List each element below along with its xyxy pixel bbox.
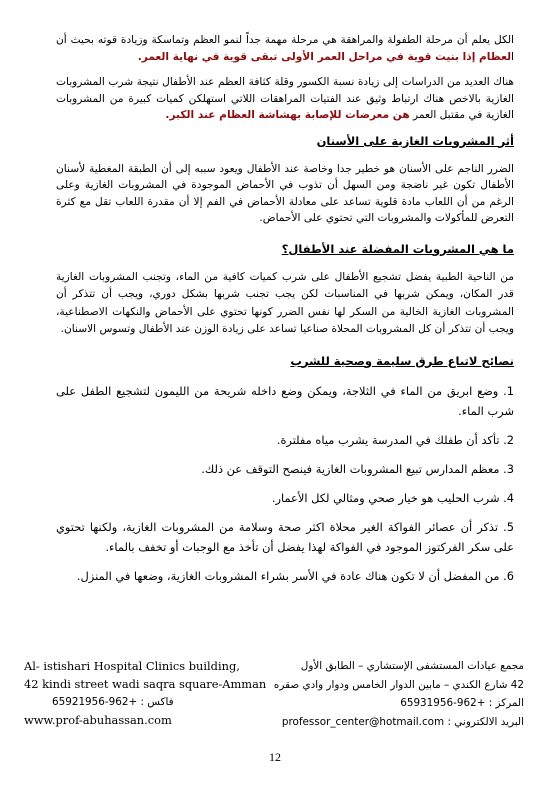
- tip-item-6: 6. من المفضل أن لا تكون هناك عادة في الأسر بشراء المشروبات الغازية، وضعها في المنزل.: [76, 568, 514, 583]
- preferred-section-title: ما هي المشروبات المفضلة عند الأطفال؟: [281, 241, 514, 256]
- tip-item-4: 4. شرب الحليب هو خيار صحي ومثالي لكل الأعمار.: [271, 490, 514, 505]
- teeth-section-title: أثر المشروبات الغازية على الأسنان: [316, 133, 514, 148]
- footer-ar-email: البريد الالكتروني : professor_center@hotmail.com: [281, 715, 524, 728]
- footer-address-line-1: Al- istishari Hospital Clinics building,: [24, 659, 240, 673]
- preferred-section-text: من الناحية الطبية يفضل تشجيع الأطفال على شرب كميات كافية من الماء، وتجنب المشروبات الغازية قدر المكان، ويمكن شربها في المناسبات لكن يجب تجنب شربها بشكل دوري، ويجب أن تتذكر أن المشروبات الغازية الخالية من السكر لها نفس الضرر كونها تحتوي على الأحماض والنكهات الاصطناعية، ويجب أن تتذكر أن كل المشروبات المحلاة صناعيا تساعد على زيادة الوزن عند الأطفال وتسوس الاسنان.: [56, 270, 514, 335]
- footer-english-block: [24, 657, 267, 729]
- page-number: 12: [269, 750, 281, 764]
- footer-address-line-2: 42 kindi street wadi saqra square-Amman: [24, 677, 267, 691]
- tip-item-1: 1. وضع ابريق من الماء في الثلاجة، ويمكن وضع داخله شريحة من الليمون لتشجيع الطفل على شرب الماء.: [56, 383, 514, 418]
- tip-item-5: 5. تذكر أن عصائر الفواكة الغير محلاة اكثر صحة وسلامة من المشروبات الغازية، ولكنها تحتوي على سكر الفركتوز الموجود في الفواكة لهذا يفضل أن تأخذ مع الوجبات أو تخفف بالماء.: [56, 519, 514, 554]
- document-body: [56, 32, 514, 595]
- intro-p1-lead: الكل يعلم أن مرحلة الطفولة والمراهقة هي مرحلة مهمة جداً لنمو العظم وتماسكة وزيادة قوته بحيث أن ا: [56, 34, 514, 63]
- tip-item-2: 2. تأكد أن طفلك في المدرسة يشرب مياه مفلترة.: [276, 432, 514, 447]
- footer-ar-line-1: مجمع عيادات المستشفى الإستشاري – الطابق الأول: [300, 660, 524, 672]
- tip-item-3: 3. معظم المدارس تبيع المشروبات الغازية فينصح التوقف عن ذلك.: [201, 461, 514, 476]
- teeth-section-text: الضرر الناجم على الأسنان هو خطير جدا وخاصة عند الأطفال ويعود سببه إلى أن الطبقة المغطية لأسنان الأطفال تكون غير ناضجة ومن السهل أن تذوب في الأحماض الموجودة في المشروبات الغازية وعلى الرغم من أن اللعاب مادة قلوية تساعد على معادلة الأحماض في الفم إلا أن مقدرة اللعاب تقل مع كثرة التعرض للمأكولات والمشروبات التي تحتوي على الأحماض.: [56, 162, 514, 224]
- footer-website: www.prof-abuhassan.com: [24, 713, 172, 727]
- intro-paragraph-2: [56, 74, 514, 124]
- footer-ar-phone: المركز : +962-65931956: [400, 697, 524, 709]
- intro-paragraph-1: [56, 32, 514, 65]
- tips-section-title: نصائح لاتباع طرق سليمة وصحية للشرب: [290, 353, 514, 368]
- intro-p1-emphasis: لعظام إذا بنيت قوية في مراحل العمر الأولى تبقى قوية في نهاية العمر.: [137, 50, 512, 63]
- footer-fax: فاكس : +962-65921956: [52, 696, 174, 708]
- intro-p2-lead: هناك العديد من الدراسات إلى زيادة نسبة الكسور وقلة كثافة العظم عند الأطفال نتيجة شرب المشروبات الغازية بالاخص هناك ارتباط وثيق عند الفتيات المراهقات اللاتي استهلكن كميات كبيرة من المشروبات الغازية في مقتبل العمر: [56, 76, 514, 121]
- tips-list: [56, 381, 514, 586]
- intro-p2-emphasis: هن معرضات للإصابة بهشاشة العظام عند الكبر.: [165, 109, 410, 121]
- page-footer: [24, 657, 524, 731]
- footer-arabic-block: [254, 657, 524, 731]
- footer-ar-line-2: 42 شارع الكندي – مابين الدوار الخامس ودوار وادي صقره: [273, 678, 524, 691]
